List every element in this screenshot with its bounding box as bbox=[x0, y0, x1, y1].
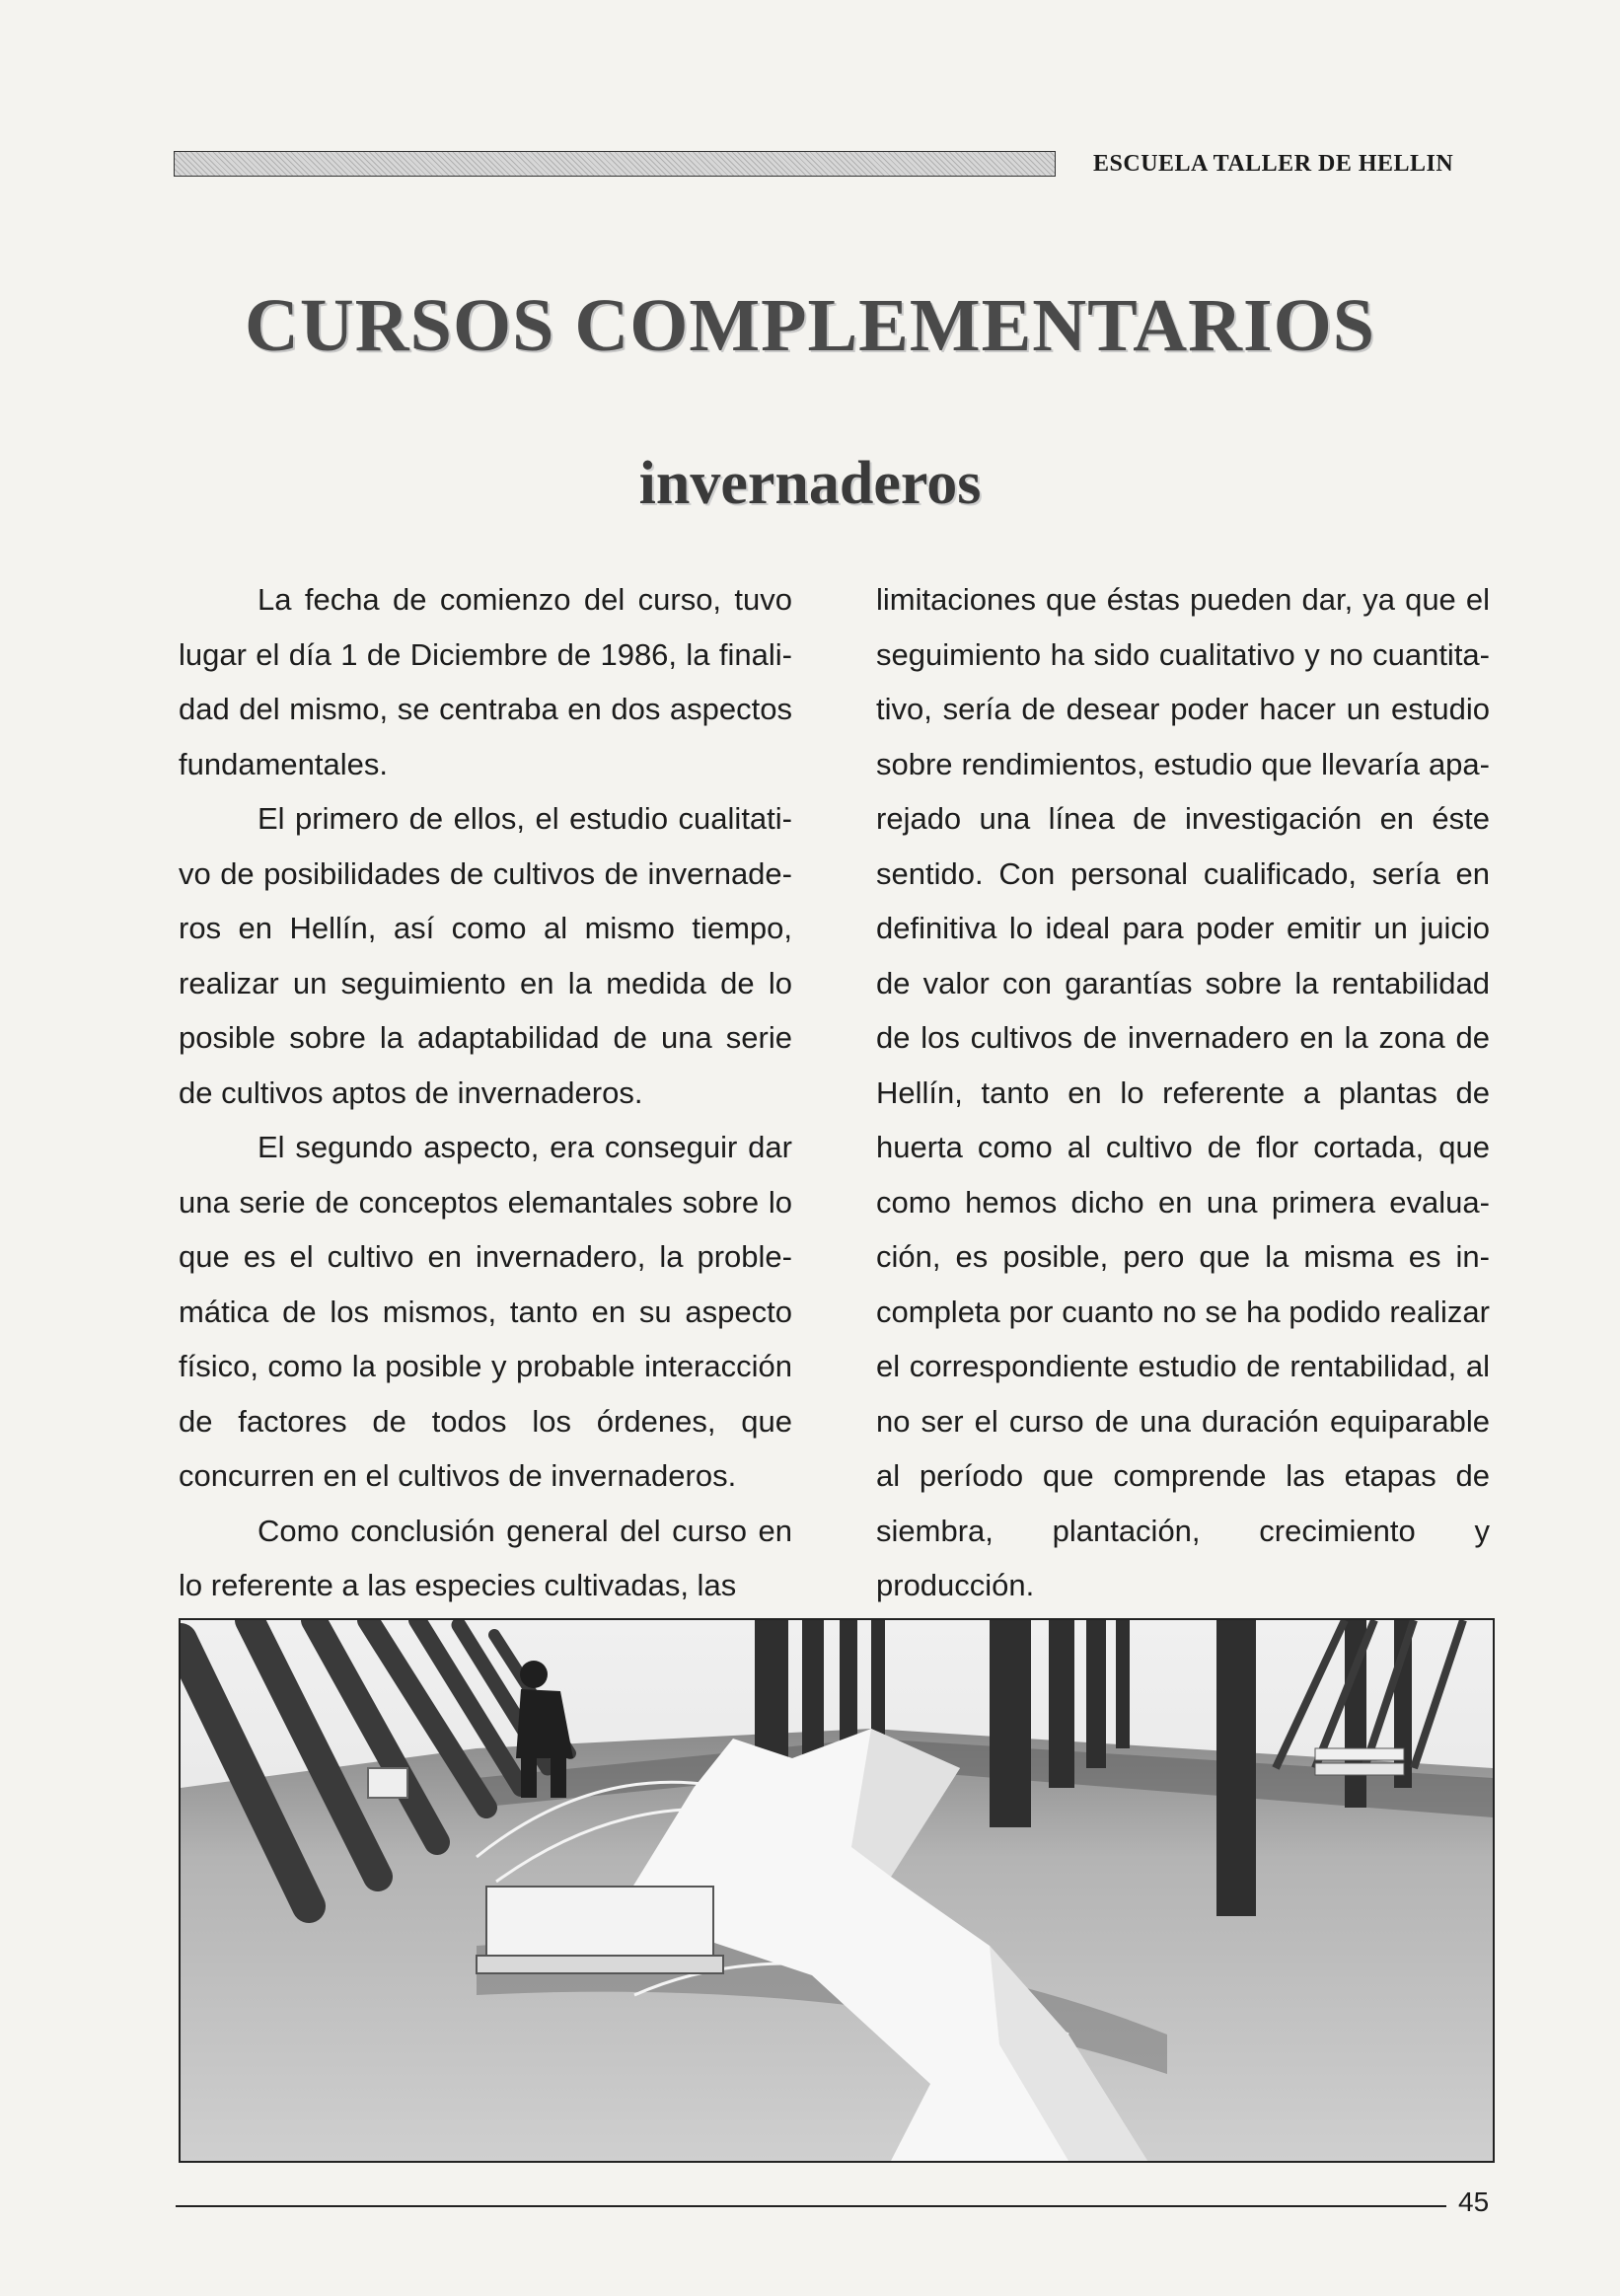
page-number: 45 bbox=[1458, 2186, 1490, 2217]
paragraph: El primero de ellos, el estudio cualitativo de posibilidades de cultivos de invernaderos en Hellín, así como al mismo tiempo, realizar un seguimiento en la medida de lo posible sobre la adaptabilidad de una serie de cultivos aptos de invernaderos. bbox=[179, 801, 792, 1110]
paragraph: Como conclusión general del curso en lo referente a las especies cultivadas, las bbox=[179, 1513, 792, 1602]
article-subtitle: invernaderos bbox=[638, 450, 982, 517]
left-text-column bbox=[179, 572, 792, 1613]
paragraph: El segundo aspecto, era conseguir dar una serie de conceptos elemantales sobre lo que es el cultivo en invernadero, la problemática de los mismos, tanto en su aspecto físico, como la posible y probable interacción de factores de todos los órdenes, que concurren en el cultivos de invernaderos. bbox=[179, 1130, 792, 1493]
header-title: ESCUELA TALLER DE HELLIN bbox=[1093, 151, 1454, 177]
header-hatched-bar bbox=[174, 151, 1056, 177]
greenhouse-photo bbox=[179, 1618, 1495, 2163]
greenhouse-photo-illustration bbox=[181, 1620, 1493, 2161]
paragraph: La fecha de comienzo del curso, tuvo lugar el día 1 de Diciembre de 1986, la finalidad del mismo, se centraba en dos aspectos fundamentales. bbox=[179, 582, 792, 781]
footer-rule bbox=[176, 2205, 1446, 2207]
right-text-column bbox=[876, 572, 1490, 1613]
paragraph: limitaciones que éstas pueden dar, ya que el seguimiento ha sido cualitativo y no cuantitativo, sería de desear poder hacer un estudio sobre rendimientos, estudio que llevaría aparejado una línea de investigación en éste sentido. Con personal cualificado, sería en definitiva lo ideal para poder emitir un juicio de valor con garantías sobre la rentabilidad de los cultivos de invernadero en la zona de Hellín, tanto en lo referente a plantas de huerta como al cultivo de flor cortada, que como hemos dicho en una primera evaluación, es posible, pero que la misma es incompleta por cuanto no se ha podido realizar el correspondiente estudio de rentabilidad, al no ser el curso de una duración equiparable al período que comprende las etapas de siembra, plantación, crecimiento y producción. bbox=[876, 582, 1490, 1602]
article-title: CURSOS COMPLEMENTARIOS bbox=[245, 284, 1375, 367]
